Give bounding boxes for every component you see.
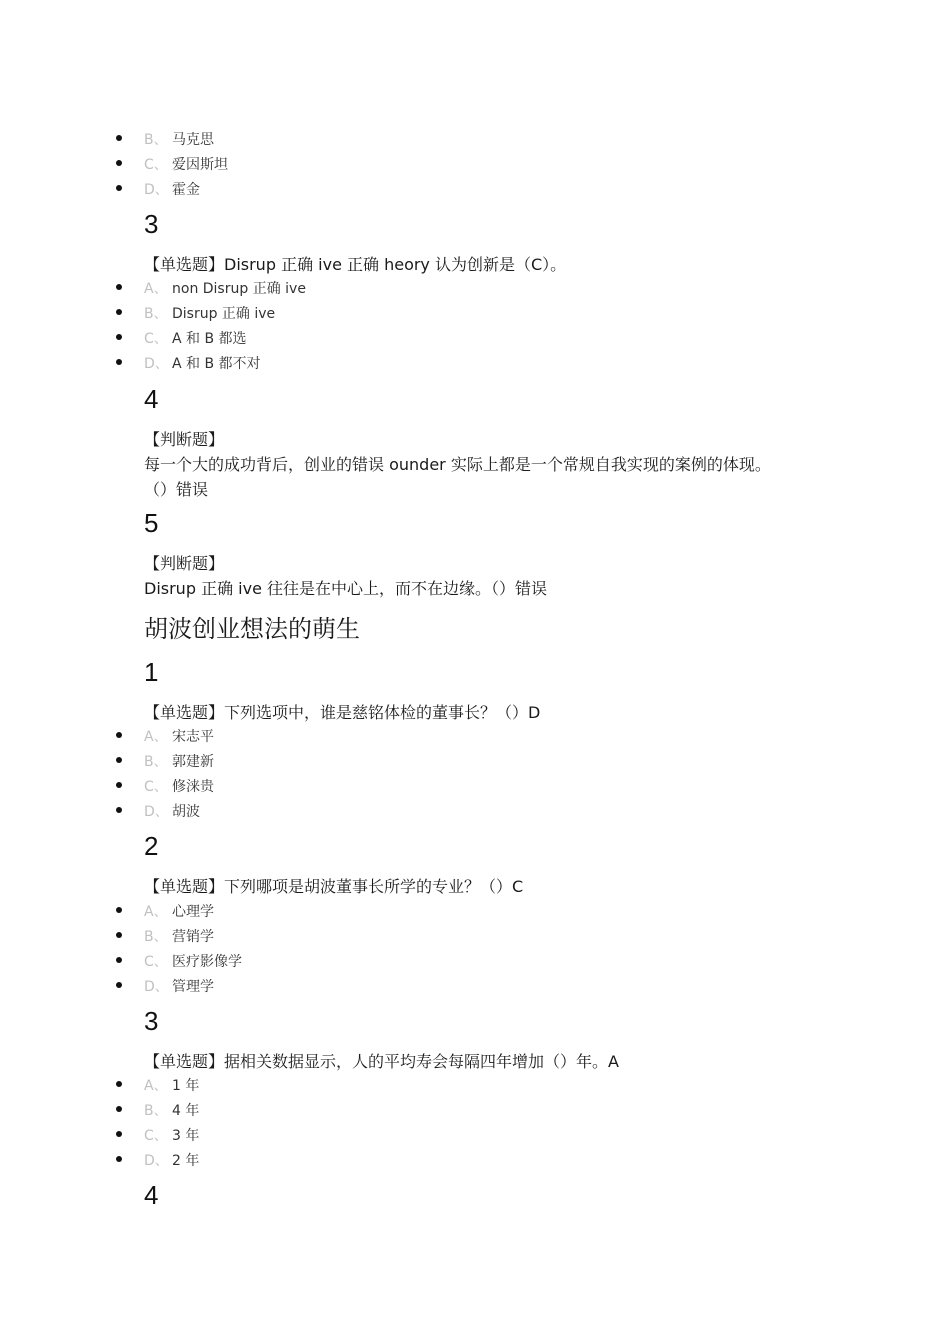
bullet-icon	[116, 334, 122, 340]
option-text: 宋志平	[172, 729, 214, 745]
option-text: 管理学	[172, 979, 214, 995]
bullet-icon	[116, 957, 122, 963]
option-letter: B、	[144, 132, 168, 148]
option-text: 4 年	[172, 1103, 200, 1119]
option-text: 霍金	[172, 182, 200, 198]
option-text: 郭建新	[172, 754, 214, 770]
bullet-icon	[116, 757, 122, 763]
bullet-icon	[116, 932, 122, 938]
question-number: 4	[144, 384, 159, 414]
bullet-icon	[116, 309, 122, 315]
option-letter: C、	[144, 157, 168, 173]
question-text: 每一个大的成功背后，创业的错误 ounder 实际上都是一个常规自我实现的案例的体现。	[144, 455, 771, 474]
section-title: 胡波创业想法的萌生	[144, 615, 360, 643]
option-text: 3 年	[172, 1128, 200, 1144]
bullet-icon	[116, 1131, 122, 1137]
option-text: 胡波	[172, 804, 200, 820]
option-text: 营销学	[172, 929, 214, 945]
bullet-icon	[116, 1106, 122, 1112]
option-text: A 和 B 都选	[172, 331, 247, 347]
bullet-icon	[116, 782, 122, 788]
question-text: 【单选题】Disrup 正确 ive 正确 heory 认为创新是（C）。	[144, 255, 567, 274]
option-text: 2 年	[172, 1153, 200, 1169]
option-text: 医疗影像学	[172, 954, 242, 970]
question-type: 【判断题】	[144, 554, 225, 573]
question-number: 3	[144, 1006, 159, 1036]
bullet-icon	[116, 907, 122, 913]
option-letter: D、	[144, 979, 169, 995]
option-letter: A、	[144, 904, 168, 920]
option-letter: C、	[144, 954, 168, 970]
question-number: 1	[144, 657, 159, 687]
question-text: Disrup 正确 ive 往往是在中心上，而不在边缘。（）错误	[144, 579, 547, 598]
question-answer: （）错误	[144, 480, 209, 499]
option-letter: A、	[144, 1078, 168, 1094]
bullet-icon	[116, 982, 122, 988]
option-letter: C、	[144, 779, 168, 795]
option-text: 修涞贵	[172, 779, 214, 795]
option-text: 1 年	[172, 1078, 200, 1094]
bullet-icon	[116, 359, 122, 365]
option-letter: B、	[144, 1103, 168, 1119]
question-number: 4	[144, 1180, 159, 1210]
option-letter: B、	[144, 754, 168, 770]
option-text: 心理学	[172, 904, 214, 920]
bullet-icon	[116, 1156, 122, 1162]
bullet-icon	[116, 160, 122, 166]
question-number: 3	[144, 209, 159, 239]
option-letter: D、	[144, 356, 169, 372]
option-text: non Disrup 正确 ive	[172, 281, 306, 297]
option-letter: A、	[144, 281, 168, 297]
option-letter: D、	[144, 804, 169, 820]
option-text: Disrup 正确 ive	[172, 306, 276, 322]
question-number: 2	[144, 831, 159, 861]
option-text: 马克思	[172, 132, 214, 148]
question-type: 【判断题】	[144, 430, 225, 449]
bullet-icon	[116, 807, 122, 813]
bullet-icon	[116, 1081, 122, 1087]
bullet-icon	[116, 732, 122, 738]
bullet-icon	[116, 185, 122, 191]
question-text: 【单选题】下列哪项是胡波董事长所学的专业？（）C	[144, 877, 524, 896]
question-text: 【单选题】下列选项中，谁是慈铭体检的董事长？（）D	[144, 703, 541, 722]
option-letter: B、	[144, 929, 168, 945]
option-letter: D、	[144, 182, 169, 198]
question-number: 5	[144, 508, 159, 538]
option-letter: D、	[144, 1153, 169, 1169]
bullet-icon	[116, 135, 122, 141]
option-letter: C、	[144, 1128, 168, 1144]
option-letter: A、	[144, 729, 168, 745]
option-letter: B、	[144, 306, 168, 322]
question-text: 【单选题】据相关数据显示，人的平均寿会每隔四年增加（）年。A	[144, 1052, 619, 1071]
option-text: A 和 B 都不对	[172, 356, 261, 372]
bullet-icon	[116, 284, 122, 290]
option-letter: C、	[144, 331, 168, 347]
option-text: 爱因斯坦	[172, 157, 228, 173]
